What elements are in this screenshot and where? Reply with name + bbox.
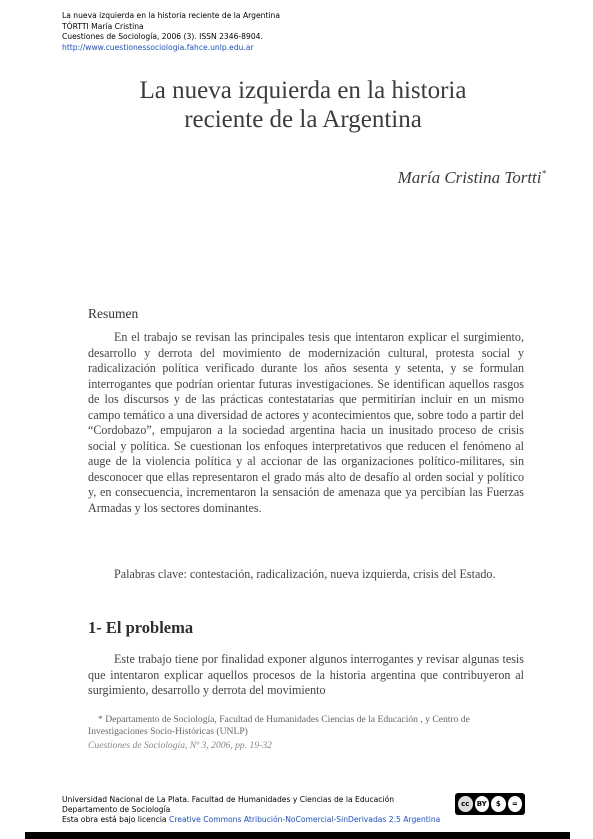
- noderivatives-icon: =: [508, 796, 523, 812]
- abstract-heading: Resumen: [88, 306, 139, 321]
- citation-line: Cuestiones de Sociología, Nº 3, 2006, pp. 19-32: [88, 740, 272, 751]
- header-url-link[interactable]: http://www.cuestionessociologia.fahce.unlp.edu.ar: [62, 42, 254, 52]
- section-body: [88, 652, 524, 699]
- footnote: [88, 714, 524, 738]
- footer-university: Universidad Nacional de La Plata. Facultad de Humanidades y Ciencias de la Educación: [62, 795, 395, 804]
- footer-license-prefix: Esta obra está bajo licencia: [62, 815, 170, 825]
- section-heading: 1- El problema: [88, 618, 194, 637]
- page-header: [62, 11, 280, 53]
- footer-department: Departamento de Sociología: [62, 805, 171, 815]
- attribution-icon: BY: [475, 796, 490, 812]
- bottom-bar: [25, 832, 570, 839]
- license-link[interactable]: Creative Commons Atribución-NoComercial-SinDerivadas 2.5 Argentina: [169, 815, 441, 825]
- author-text: María Cristina Tortti: [397, 168, 542, 187]
- keywords-block: [88, 567, 524, 583]
- keywords-paragraph: Palabras clave: contestación, radicalización, nueva izquierda, crisis del Estado.: [114, 567, 496, 581]
- header-title: La nueva izquierda en la historia reciente de la Argentina: [62, 11, 281, 20]
- header-author: TÓRTTI María Cristina: [62, 21, 144, 31]
- section-paragraph: Este trabajo tiene por finalidad exponer algunos interrogantes y revisar algunas tesis que intentaron explicar aquellos procesos de la historia argentina que contribuyeron al surgimiento, desarrollo y derrota del movimiento: [88, 652, 524, 697]
- header-journal: Cuestiones de Sociología, 2006 (3). ISSN 2346-8904.: [62, 32, 263, 42]
- title-line-2: reciente de la Argentina: [184, 106, 422, 133]
- footnote-text: * Departamento de Sociología, Facultad de Humanidades Ciencias de la Educación , y Centro de Investigaciones Socio-Históricas (UNLP): [88, 714, 470, 738]
- title-line-1: La nueva izquierda en la historia: [139, 77, 467, 104]
- article-title: [62, 76, 544, 134]
- cc-license-badge[interactable]: [455, 793, 525, 815]
- author-name: [398, 168, 546, 188]
- abstract-paragraph: En el trabajo se revisan las principales tesis que intentaron explicar el surgimiento, desarrollo y derrota del movimiento de modernización cultural, protesta social y radicalización política verificado durante los años sesenta y setenta, y se formulan interrogantes que podrían orientar futuras investigaciones. Se identifican aquellos rasgos de los discursos y de las prácticas contestatarias que permitirían incluir en un mismo campo temático a una diversidad de actores y acontecimientos que, sobre todo a partir del “Cordobazo”, empujaron a la sociedad argentina hacia un inusitado proceso de crisis social y política. Se cuestionan los enfoques interpretativos que reducen el fenómeno al auge de la violencia política y al accionar de las organizaciones político-militares, sin desconocer que ellas representaron el grado más alto de desafío al orden social y político y, en consecuencia, incrementaron la sensación de amenaza que ya percibían las Fuerzas Armadas y los sectores dominantes.: [88, 330, 524, 515]
- footer-license: [62, 815, 440, 825]
- cc-icon: cc: [458, 796, 473, 812]
- author-footnote-mark: *: [541, 168, 546, 179]
- noncommercial-icon: $: [491, 796, 506, 812]
- page-footer: [62, 795, 440, 826]
- abstract-body: [88, 330, 524, 516]
